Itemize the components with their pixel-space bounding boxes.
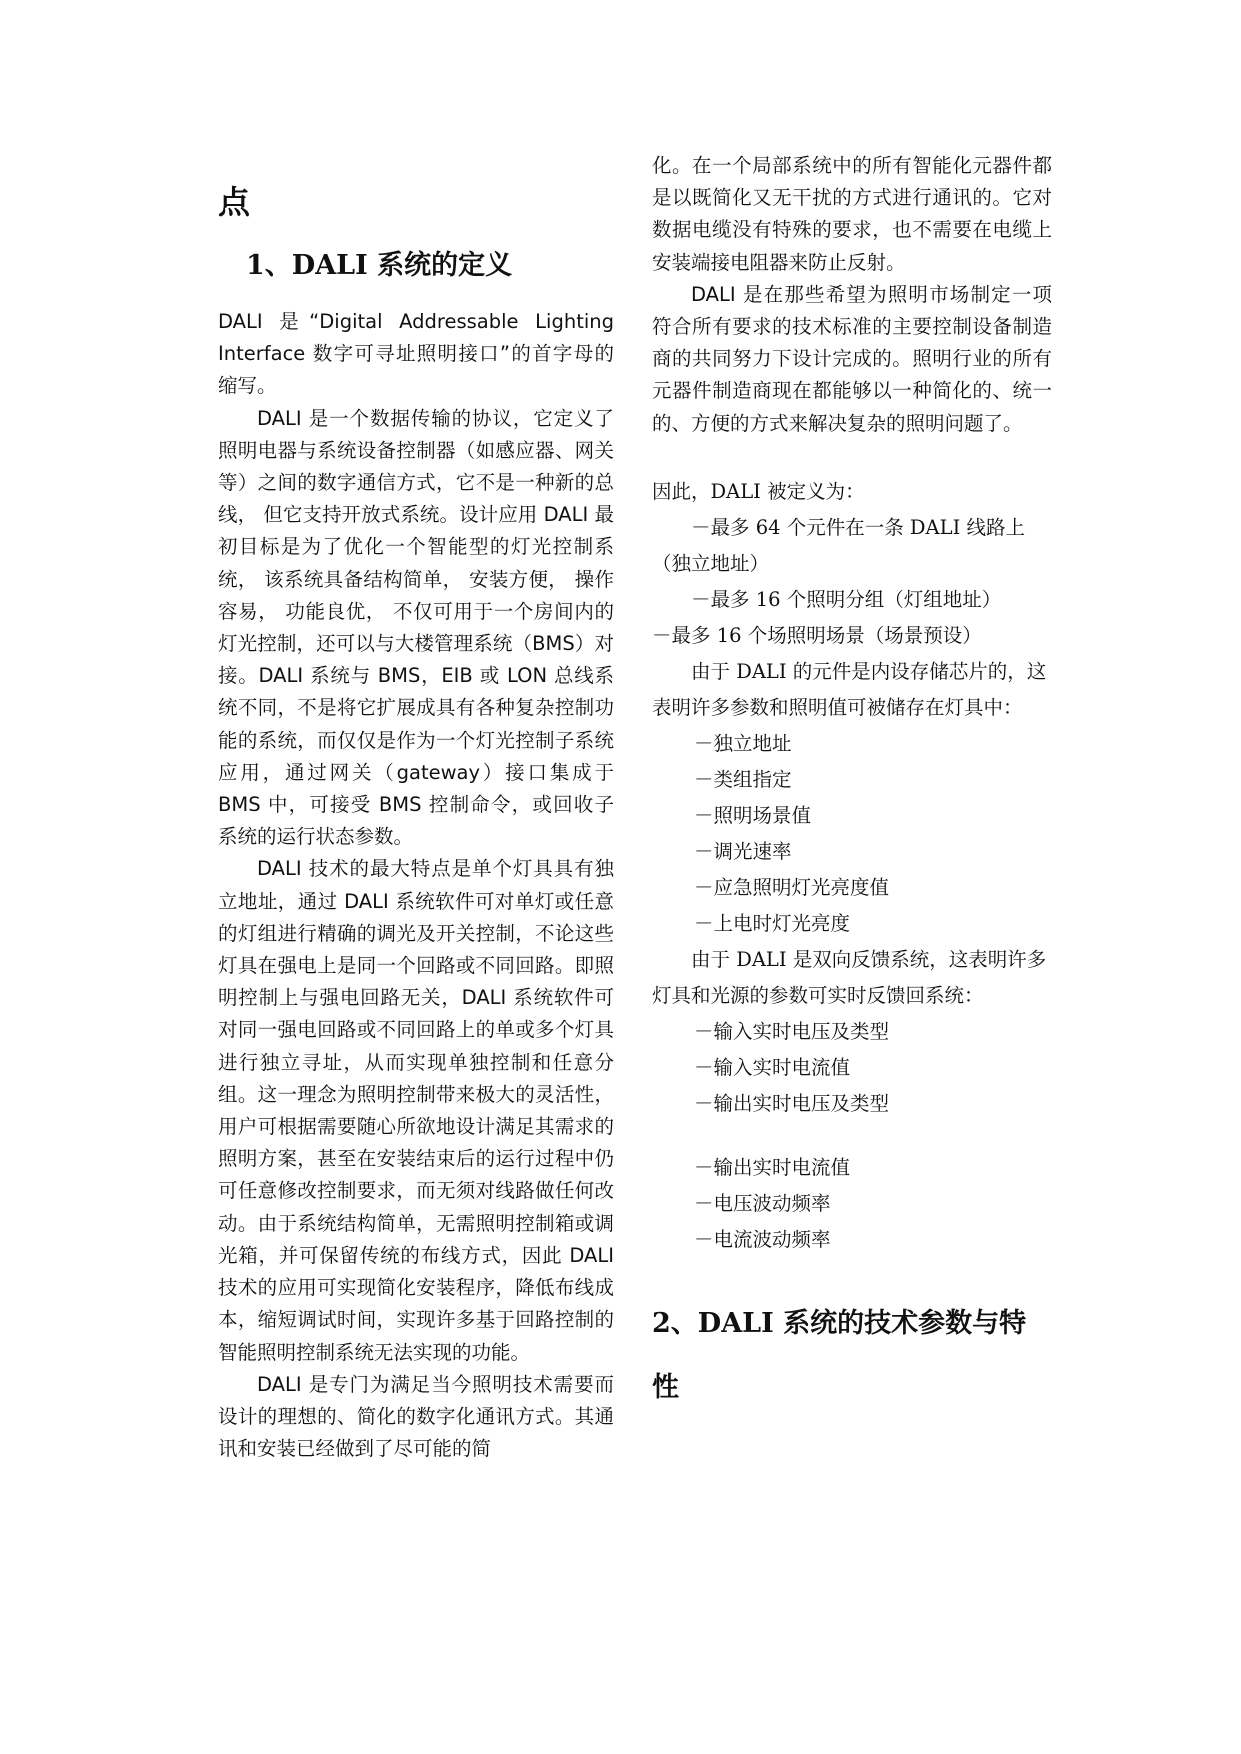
spacer	[652, 440, 1052, 474]
section-heading-1: 1、DALI 系统的定义	[246, 250, 513, 281]
paragraph-dali-communication: DALI 是专门为满足当今照明技术需要而设计的理想的、简化的数字化通讯方式。其通讯和安装已经做到了尽可能的简	[218, 1372, 614, 1461]
paragraph-standard-design: DALI 是在那些希望为照明市场制定一项符合所有要求的技术标准的主要控制设备制造商的共同努力下设计完成的。照明行业的所有元器件制造商现在都能够以一种简化的、统一的、方便的方式来解决复杂的照明问题了。	[652, 282, 1052, 435]
feedback-item: －输入实时电压及类型	[694, 1019, 890, 1043]
paragraph-dali-protocol: DALI 是一个数据传输的协议，它定义了照明电器与系统设备控制器（如感应器、网关等）之间的数字通信方式，它不是一种新的总线， 但它支持开放式系统。设计应用 DALI 最初目标是为了优化一个智能型的灯光控制系统， 该系统具备结构简单， 安装方便， 操作容易， 功能良优， 不仅可用于一个房间内的灯光控制，还可以与大楼管理系统（BMS）对接。DALI 系统与 BMS，EIB 或 LON 总线系统不同，不是将它扩展成具有各种复杂控制功能的系统，而仅仅是作为一个灯光控制子系统应用，通过网关（gateway）接口集成于 BMS 中，可接受 BMS 控制命令，或回收子系统的运行状态参数。	[218, 406, 614, 849]
right-column	[652, 150, 1052, 1420]
storage-item: －调光速率	[694, 839, 792, 863]
storage-item: －独立地址	[694, 731, 792, 755]
paragraph-dali-features: DALI 技术的最大特点是单个灯具具有独立地址，通过 DALI 系统软件可对单灯或任意的灯组进行精确的调光及开关控制，不论这些灯具在强电上是同一个回路或不同回路。即照明控制上与强电回路无关，DALI 系统软件可对同一强电回路或不同回路上的单或多个灯具进行独立寻址，从而实现单独控制和任意分组。这一理念为照明控制带来极大的灵活性，用户可根据需要随心所欲地设计满足其需求的照明方案，甚至在安装结束后的运行过程中仍可任意修改控制要求，而无须对线路做任何改动。由于系统结构简单，无需照明控制箱或调光箱，并可保留传统的布线方式，因此 DALI 技术的应用可实现简化安装程序，降低布线成本，缩短调试时间，实现许多基于回路控制的智能照明控制系统无法实现的功能。	[218, 857, 614, 1364]
feedback-item: －输入实时电流值	[694, 1055, 851, 1079]
section-heading-2: 2、DALI 系统的技术参数与特性	[652, 1307, 1027, 1403]
storage-item: －上电时灯光亮度	[694, 911, 851, 935]
storage-item: －照明场景值	[694, 803, 812, 827]
feedback-item: －输出实时电流值	[694, 1155, 851, 1179]
feedback-item: －电流波动频率	[694, 1227, 831, 1251]
feedback-item: －电压波动频率	[694, 1191, 831, 1215]
definition-intro: 因此，DALI 被定义为：	[652, 479, 865, 503]
feedback-item: －输出实时电压及类型	[694, 1091, 890, 1115]
definition-item-addresses: －最多 64 个元件在一条 DALI 线路上（独立地址）	[652, 515, 1025, 575]
definition-item-scenes: －最多 16 个场照明场景（场景预设）	[652, 623, 982, 647]
feedback-intro: 由于 DALI 是双向反馈系统，这表明许多灯具和光源的参数可实时反馈回系统：	[652, 947, 1047, 1007]
section-heading-continued: 点	[218, 183, 251, 221]
definition-item-groups: －最多 16 个照明分组（灯组地址）	[691, 587, 1002, 611]
storage-item: －类组指定	[694, 767, 792, 791]
spacer	[652, 1122, 1052, 1150]
storage-intro: 由于 DALI 的元件是内设存储芯片的，这表明许多参数和照明值可被储存在灯具中：	[652, 659, 1047, 719]
paragraph-communication-cont: 化。在一个局部系统中的所有智能化元器件都是以既简化又无干扰的方式进行通讯的。它对数据电缆没有特殊的要求，也不需要在电缆上安装端接电阻器来防止反射。	[652, 154, 1052, 274]
paragraph-dali-acronym: DALI 是“Digital Addressable Lighting Interface 数字可寻址照明接口”的首字母的缩写。	[218, 310, 614, 398]
left-column	[218, 150, 614, 1465]
storage-item: －应急照明灯光亮度值	[694, 875, 890, 899]
